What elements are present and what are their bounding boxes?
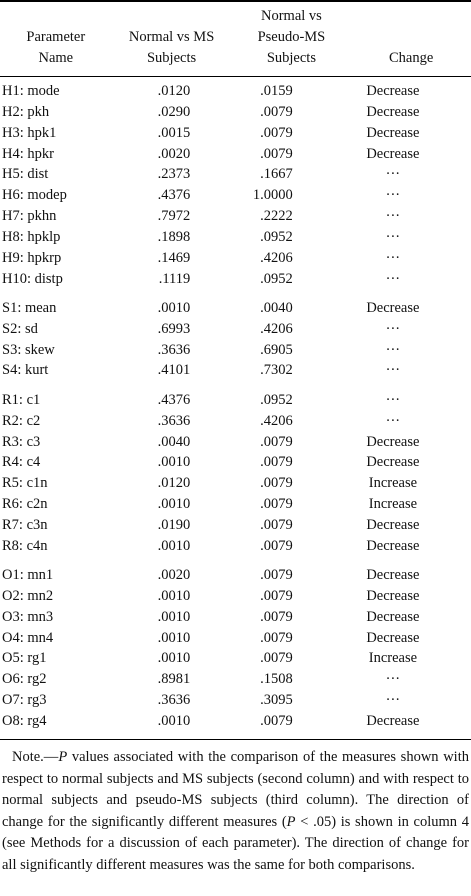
normal-vs-pseudo-ms-value: .0079 [260,537,293,554]
normal-vs-pseudo-ms-value: .6905 [260,341,293,358]
table-row [0,515,471,536]
table-row [0,340,471,361]
change-value: ··· [385,228,401,245]
table-row [0,607,471,628]
table-header [0,6,471,69]
parameter-name: H6: modep [2,187,67,204]
parameter-name: R5: c1n [2,475,48,492]
table-row [0,102,471,123]
normal-vs-ms-value: .0120 [157,475,191,492]
normal-vs-pseudo-ms-value: .0079 [260,145,293,162]
change-value: Increase [368,475,418,492]
parameter-name: R8: c4n [2,537,48,554]
header-col2-line1: Normal vs MS [128,29,215,45]
normal-vs-ms-value: .0010 [157,454,191,471]
change-value: Decrease [366,712,420,729]
group-gap [0,289,471,298]
parameter-name: S1: mean [2,299,57,316]
change-value: ··· [385,208,401,225]
change-value: ··· [385,320,401,337]
normal-vs-pseudo-ms-value: .1508 [260,671,293,688]
header-col4: Change [389,50,434,66]
parameter-name: H7: pkhn [2,208,57,225]
normal-vs-ms-value: .0010 [157,629,191,646]
normal-vs-ms-value: .0010 [157,537,191,554]
table-row [0,536,471,557]
parameter-name: R1: c1 [2,391,41,408]
parameter-name: H2: pkh [2,103,50,120]
normal-vs-ms-value: .1119 [158,270,191,287]
table-row [0,628,471,649]
normal-vs-ms-value: .4101 [157,362,191,379]
normal-vs-ms-value: .0040 [157,433,191,450]
group-gap [0,557,471,566]
change-value: Decrease [366,124,420,141]
note-p-symbol-2: P [286,813,296,830]
table-row [0,711,471,732]
change-value: Decrease [366,608,420,625]
normal-vs-pseudo-ms-value: .0079 [260,475,293,492]
table-row [0,269,471,290]
normal-vs-pseudo-ms-value: .4206 [260,249,293,266]
normal-vs-ms-value: .7972 [157,208,191,225]
change-value: ··· [385,362,401,379]
parameter-name: H5: dist [2,166,49,183]
normal-vs-pseudo-ms-value: .1667 [260,166,293,183]
normal-vs-pseudo-ms-value: .7302 [260,362,293,379]
table-row [0,565,471,586]
change-value: ··· [385,391,401,408]
normal-vs-ms-value: .2373 [157,166,191,183]
table-row [0,586,471,607]
normal-vs-ms-value: .0190 [157,516,191,533]
normal-vs-ms-value: .6993 [157,320,191,337]
normal-vs-pseudo-ms-value: .0079 [260,516,293,533]
header-col1-line1: Parameter [26,29,86,45]
table-row [0,669,471,690]
parameter-name: O8: rg4 [2,712,47,729]
parameter-name: S4: kurt [2,362,49,379]
normal-vs-pseudo-ms-value: .4206 [260,412,293,429]
normal-vs-ms-value: .3636 [157,412,191,429]
table-row [0,452,471,473]
change-value: ··· [385,671,401,688]
table-row [0,690,471,711]
normal-vs-pseudo-ms-value: .0952 [260,391,293,408]
normal-vs-pseudo-ms-value: .0079 [260,103,293,120]
parameter-name: S3: skew [2,341,55,358]
parameter-name: O7: rg3 [2,692,47,709]
normal-vs-pseudo-ms-value: .3095 [260,692,293,709]
normal-vs-ms-value: .0015 [157,124,191,141]
normal-vs-ms-value: .0010 [157,712,191,729]
change-value: Increase [368,496,418,513]
header-col2-line2: Subjects [146,50,197,66]
change-value: Decrease [366,454,420,471]
table-row [0,123,471,144]
change-value: Decrease [366,587,420,604]
normal-vs-ms-value: .4376 [157,391,191,408]
parameter-name: H8: hpklp [2,228,61,245]
change-value: ··· [385,270,401,287]
table-row [0,248,471,269]
change-value: ··· [385,341,401,358]
table-row [0,164,471,185]
change-value: Decrease [366,145,420,162]
normal-vs-pseudo-ms-value: .0159 [260,83,293,99]
change-value: Decrease [366,433,420,450]
change-value: Decrease [366,629,420,646]
normal-vs-ms-value: .1898 [157,228,191,245]
normal-vs-pseudo-ms-value: .0079 [260,629,293,646]
normal-vs-pseudo-ms-value: .0079 [260,712,293,729]
normal-vs-pseudo-ms-value: .0952 [260,228,293,245]
table-row [0,390,471,411]
normal-vs-ms-value: .0290 [157,103,191,120]
parameter-name: R3: c3 [2,433,41,450]
change-value: Increase [368,650,418,667]
normal-vs-pseudo-ms-value: .0079 [260,567,293,584]
header-rule [0,76,471,77]
normal-vs-ms-value: .0010 [157,299,191,316]
normal-vs-ms-value: .0020 [157,567,191,584]
normal-vs-pseudo-ms-value: .0952 [260,270,293,287]
change-value: ··· [385,187,401,204]
normal-vs-pseudo-ms-value: 1.0000 [252,187,293,204]
parameter-name: S2: sd [2,320,38,337]
parameter-name: O4: mn4 [2,629,54,646]
normal-vs-ms-value: .0010 [157,608,191,625]
bottom-rule [0,739,471,740]
parameter-name: O6: rg2 [2,671,47,688]
normal-vs-ms-value: .0020 [157,145,191,162]
normal-vs-pseudo-ms-value: .2222 [260,208,293,225]
data-table [0,81,471,732]
note-lead: Note.— [12,749,59,765]
table-row [0,432,471,453]
table-row [0,494,471,515]
normal-vs-ms-value: .0120 [157,83,191,99]
change-value: ··· [385,166,401,183]
table-row [0,298,471,319]
change-value: Decrease [366,103,420,120]
normal-vs-pseudo-ms-value: .0079 [260,608,293,625]
parameter-name: R6: c2n [2,496,48,513]
table-note [2,747,469,877]
parameter-name: H4: hpkr [2,145,54,162]
change-value: Decrease [366,567,420,584]
normal-vs-pseudo-ms-value: .0079 [260,496,293,513]
change-value: Decrease [366,83,420,99]
normal-vs-pseudo-ms-value: .0040 [260,299,293,316]
parameter-name: R2: c2 [2,412,41,429]
normal-vs-ms-value: .3636 [157,692,191,709]
normal-vs-pseudo-ms-value: .0079 [260,454,293,471]
change-value: Decrease [366,537,420,554]
parameter-name: R7: c3n [2,516,48,533]
header-col3-line3: Subjects [266,50,316,66]
parameter-name: H10: distp [2,270,63,287]
table-row [0,185,471,206]
change-value: ··· [385,412,401,429]
table-row [0,206,471,227]
table-row [0,319,471,340]
note-text-1: values associated with the comparison of the measures shown with respect to normal subjects and MS subjects (second column) and with respect to normal subjects and pseudo-MS subjects (third column). The direction of change for the significantly different measures ( [2,749,469,830]
parameter-name: R4: c4 [2,454,41,471]
parameter-name: H1: mode [2,83,60,99]
change-value: Decrease [366,516,420,533]
normal-vs-ms-value: .0010 [157,650,191,667]
normal-vs-pseudo-ms-value: .4206 [260,320,293,337]
note-p-symbol: P [58,749,68,765]
table-row [0,81,471,102]
table-row [0,411,471,432]
header-col1-line2: Name [38,50,74,66]
parameter-name: O2: mn2 [2,587,54,604]
normal-vs-ms-value: .3636 [157,341,191,358]
normal-vs-ms-value: .4376 [157,187,191,204]
parameter-name: O1: mn1 [2,567,54,584]
note-text-2: < .05) is shown in column 4 (see Methods for a discussion of each parameter). The direction of change for all significantly different measures was the same for both comparisons. [2,813,469,873]
normal-vs-ms-value: .0010 [157,587,191,604]
normal-vs-pseudo-ms-value: .0079 [260,650,293,667]
top-rule [0,0,471,2]
normal-vs-pseudo-ms-value: .0079 [260,124,293,141]
parameter-name: H3: hpk1 [2,124,57,141]
change-value: ··· [385,692,401,709]
normal-vs-ms-value: .1469 [157,249,191,266]
change-value: ··· [385,249,401,266]
header-col3-line1: Normal vs [261,8,322,24]
normal-vs-pseudo-ms-value: .0079 [260,433,293,450]
normal-vs-ms-value: .0010 [157,496,191,513]
table-row [0,144,471,165]
table-row [0,227,471,248]
change-value: Decrease [366,299,420,316]
parameter-name: O5: rg1 [2,650,47,667]
parameter-name: H9: hpkrp [2,249,62,266]
normal-vs-ms-value: .8981 [157,671,191,688]
normal-vs-pseudo-ms-value: .0079 [260,587,293,604]
group-gap [0,381,471,390]
parameter-name: O3: mn3 [2,608,54,625]
table-row [0,473,471,494]
header-col3-line2: Pseudo-MS [257,29,326,45]
table-row [0,648,471,669]
table-row [0,360,471,381]
